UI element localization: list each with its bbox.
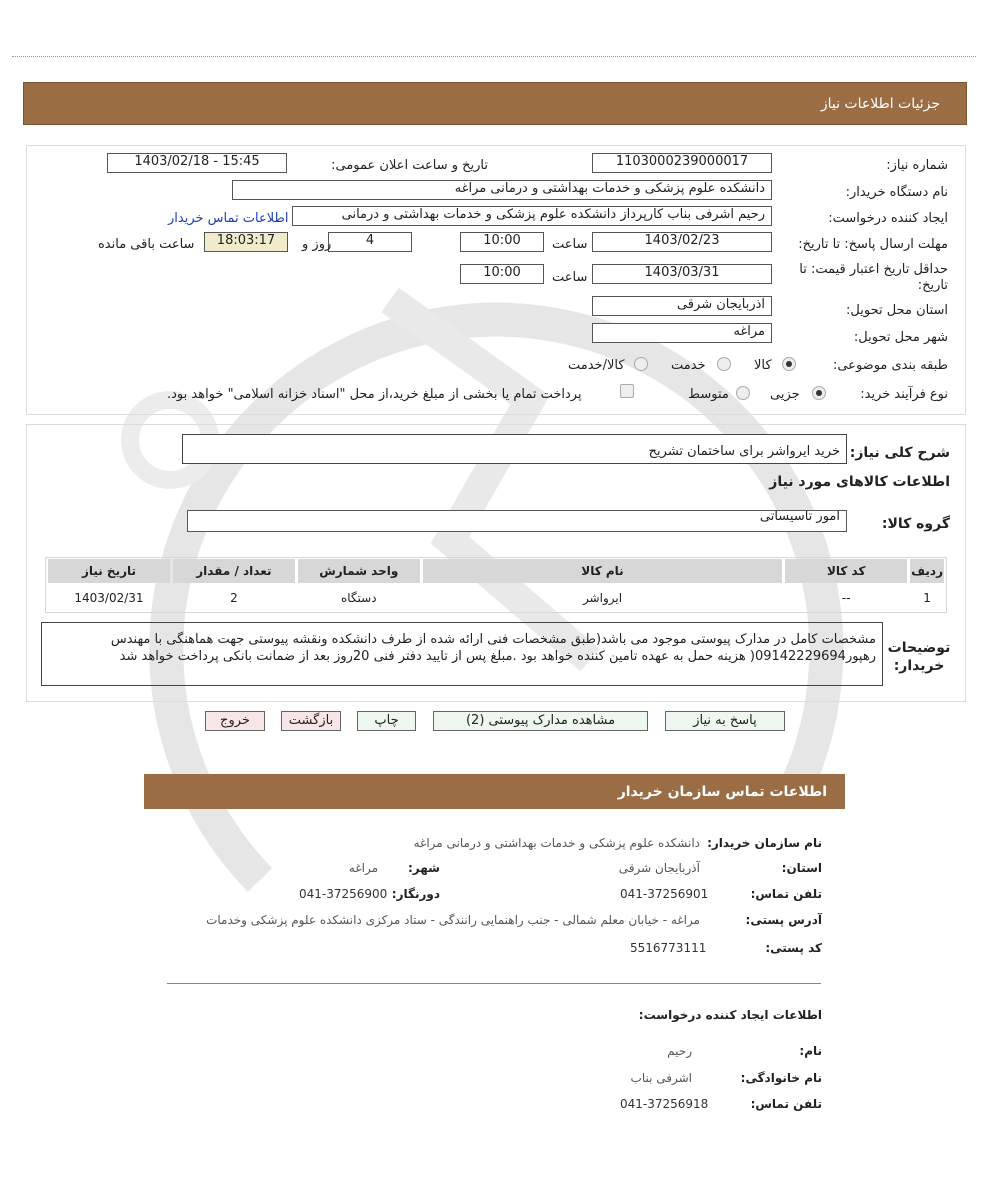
contact-header (144, 774, 845, 809)
contact-postal-value: 5516773111 (630, 941, 707, 955)
cell-qty: 2 (230, 591, 238, 605)
need-number-label: شماره نیاز: (886, 158, 948, 173)
col-date: تاریخ نیاز (48, 559, 170, 583)
creator-phone-label: تلفن تماس: (750, 1097, 822, 1111)
contact-address-value: مراغه - خیابان معلم شمالی - جنب راهنمایی رانندگی - ستاد مرکزی دانشکده علوم پزشکی وخدمات (206, 913, 700, 927)
cell-date: 1403/02/31 (74, 591, 144, 605)
contact-province-label: استان: (781, 861, 822, 875)
col-name: نام کالا (423, 559, 783, 583)
contact-province-value: آذربایجان شرقی (618, 861, 700, 875)
process-option-minor: جزیی (770, 387, 800, 402)
goods-group-label: گروه کالا: (881, 516, 950, 532)
city-field: مراغه (592, 323, 772, 343)
city-label: شهر محل تحویل: (853, 330, 948, 345)
process-option-medium: متوسط (688, 387, 729, 402)
print-button[interactable]: چاپ (357, 711, 416, 731)
creator-label: ایجاد کننده درخواست: (828, 211, 948, 226)
goods-table-header (48, 559, 944, 583)
creator-family-value: اشرفی بناب (630, 1071, 692, 1085)
contact-title: اطلاعات تماس سازمان خریدار (617, 784, 827, 800)
summary-label: شرح کلی نیاز: (849, 445, 950, 461)
col-unit: واحد شمارش (298, 559, 420, 583)
attachments-button[interactable]: مشاهده مدارک پیوستی (2) (433, 711, 648, 731)
process-label: نوع فرآیند خرید: (860, 387, 948, 402)
creator-name-label: نام: (799, 1044, 822, 1058)
price-validity-time-field: 10:00 (460, 264, 544, 284)
buyer-org-field: دانشکده علوم پزشکی و خدمات بهداشتی و درمانی مراغه (232, 180, 772, 200)
buyer-notes-field: مشخصات کامل در مدارک پیوستی موجود می باشد(طبق مشخصات فنی ارائه شده از طرف دانشکده ونقشه پیوستی جهت هماهنگی با مهندس رهپور09142229694( هزینه حمل به عهده تامین کننده خواهد بود .مبلغ پس از تایید دفتر فنی 20روز بعد از ضمانت بانکی پرداخت خواهد شد (41, 622, 883, 686)
deadline-time-field: 10:00 (460, 232, 544, 252)
deadline-days-field: 4 (328, 232, 412, 252)
deadline-time-label: ساعت (552, 237, 588, 252)
page-title: جزئیات اطلاعات نیاز (820, 96, 940, 112)
cell-unit: دستگاه (340, 591, 377, 605)
table-row (48, 586, 944, 610)
category-option-goods-service: کالا/خدمت (568, 358, 625, 373)
buyer-contact-link[interactable]: اطلاعات تماس خریدار (168, 211, 289, 226)
price-validity-label: حداقل تاریخ اعتبار قیمت: تا تاریخ: (799, 262, 948, 293)
contact-phone-value: 041-37256901 (620, 887, 709, 901)
goods-table (45, 556, 947, 613)
contact-city-value: مراغه (348, 861, 378, 875)
remaining-time-field: 18:03:17 (204, 232, 288, 252)
deadline-label: مهلت ارسال پاسخ: تا تاریخ: (798, 237, 948, 252)
cell-name: ایرواشر (582, 591, 623, 605)
category-option-service: خدمت (671, 358, 706, 373)
creator-field: رحیم اشرفی بناب کارپرداز دانشکده علوم پزشکی و خدمات بهداشتی و درمانی (292, 206, 772, 226)
creator-name-value: رحیم (667, 1044, 692, 1058)
announce-date-field: 1403/02/18 - 15:45 (107, 153, 287, 173)
contact-divider (167, 983, 821, 984)
category-radio-goods[interactable] (782, 357, 796, 371)
deadline-date-field: 1403/02/23 (592, 232, 772, 252)
category-label: طبقه بندی موضوعی: (832, 358, 948, 373)
contact-address-label: آدرس پستی: (745, 913, 822, 927)
creator-info-heading: اطلاعات ایجاد کننده درخواست: (638, 1008, 822, 1022)
contact-fax-value: 041-37256900 (299, 887, 388, 901)
creator-family-label: نام خانوادگی: (740, 1071, 822, 1085)
category-radio-service[interactable] (717, 357, 731, 371)
treasury-payment-checkbox[interactable] (620, 384, 634, 398)
deadline-days-label: روز و (302, 237, 332, 252)
back-button[interactable]: بازگشت (281, 711, 341, 731)
remaining-time-label: ساعت باقی مانده (98, 237, 195, 252)
page-header (23, 82, 967, 125)
top-divider (12, 56, 976, 57)
province-label: استان محل تحویل: (846, 303, 948, 318)
price-validity-date-field: 1403/03/31 (592, 264, 772, 284)
announce-date-label: تاریخ و ساعت اعلان عمومی: (331, 158, 488, 173)
price-validity-time-label: ساعت (552, 270, 588, 285)
need-number-field: 1103000239000017 (592, 153, 772, 173)
contact-city-label: شهر: (408, 861, 440, 875)
process-radio-minor[interactable] (812, 386, 826, 400)
province-field: آذربایجان شرقی (592, 296, 772, 316)
col-code: کد کالا (785, 559, 907, 583)
goods-heading: اطلاعات کالاهای مورد نیاز (769, 474, 950, 490)
contact-postal-label: کد پستی: (765, 941, 822, 955)
buyer-org-label: نام دستگاه خریدار: (845, 185, 948, 200)
contact-phone-label: تلفن تماس: (750, 887, 822, 901)
goods-group-field: امور تاسیساتی (187, 510, 847, 532)
col-qty: تعداد / مقدار (173, 559, 295, 583)
org-label: نام سازمان خریدار: (707, 836, 822, 850)
contact-fax-label: دورنگار: (391, 887, 440, 901)
org-value: دانشکده علوم پزشکی و خدمات بهداشتی و درمانی مراغه (413, 836, 700, 850)
category-radio-goods-service[interactable] (634, 357, 648, 371)
reply-button[interactable]: پاسخ به نیاز (665, 711, 785, 731)
cell-code: -- (841, 591, 851, 605)
creator-phone-value: 041-37256918 (620, 1097, 709, 1111)
col-row: ردیف (910, 559, 944, 583)
buyer-notes-label: توضیحات خریدار: (887, 640, 951, 674)
category-option-goods: کالا (754, 358, 772, 373)
exit-button[interactable]: خروج (205, 711, 265, 731)
treasury-payment-note: پرداخت تمام یا بخشی از مبلغ خرید،از محل "اسناد خزانه اسلامی" خواهد بود. (167, 387, 582, 402)
cell-row: 1 (923, 591, 931, 605)
process-radio-medium[interactable] (736, 386, 750, 400)
summary-field: خرید ایرواشر برای ساختمان تشریح (182, 434, 847, 464)
